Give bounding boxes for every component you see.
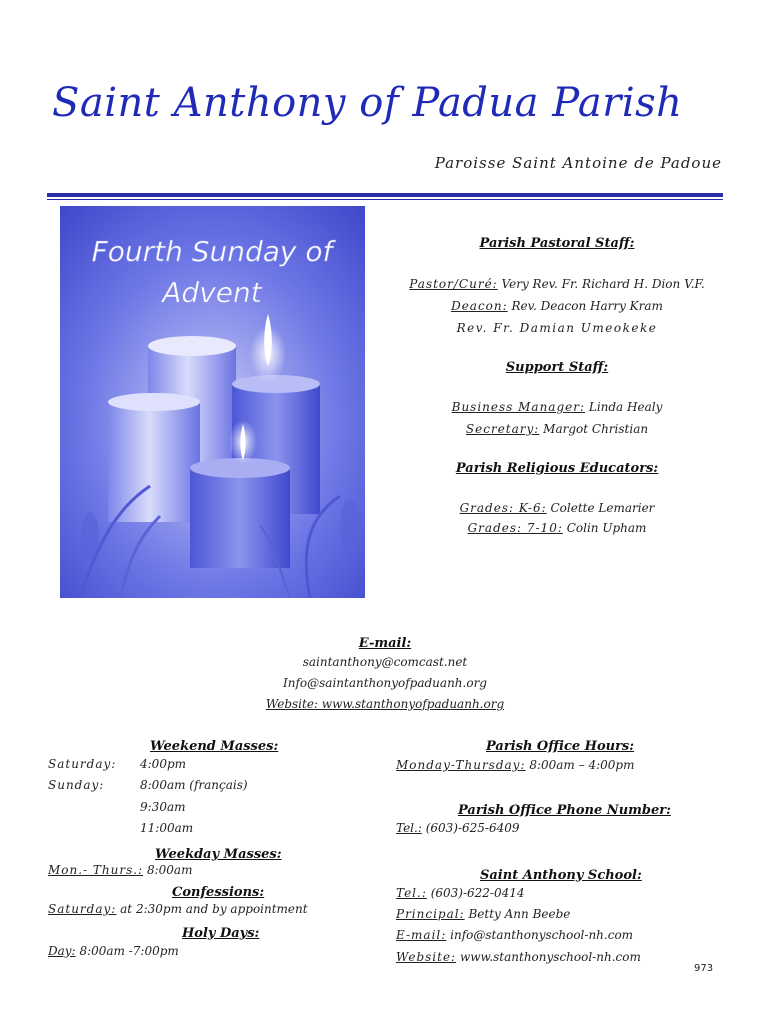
grades-710-line xyxy=(392,521,722,535)
email-address-1[interactable]: saintanthony@comcast.net xyxy=(302,655,468,669)
office-hours-value: 8:00am – 4:00pm xyxy=(529,758,635,772)
weekday-label: Mon.- Thurs.: xyxy=(48,863,144,877)
school-website-line xyxy=(396,950,641,964)
office-hours-label: Monday-Thursday: xyxy=(396,758,526,772)
header-rule-thin xyxy=(47,199,723,200)
holy-days-heading-text: Holy Days: xyxy=(182,926,260,941)
grades-710-label: Grades: 7-10: xyxy=(467,521,563,535)
pastoral-staff-heading-text: Parish Pastoral Staff: xyxy=(479,236,635,251)
school-principal-label: Principal: xyxy=(396,907,465,921)
school-tel-line xyxy=(396,886,525,900)
weekend-masses-heading-text: Weekend Masses: xyxy=(150,739,279,754)
saturday-label: Saturday: xyxy=(48,757,117,771)
confessions-heading xyxy=(172,881,264,900)
school-website-label: Website: xyxy=(396,950,457,964)
sunday-time-2: 9:30am xyxy=(140,800,186,814)
office-phone-value[interactable]: (603)-625-6409 xyxy=(425,821,520,835)
parish-title: Saint Anthony of Padua Parish xyxy=(52,80,683,126)
office-hours-heading-text: Parish Office Hours: xyxy=(486,739,635,754)
confessions-time: at 2:30pm and by appointment xyxy=(120,902,308,916)
email-heading-text: E-mail: xyxy=(358,636,412,651)
weekend-masses-heading xyxy=(150,735,278,754)
school-email-line xyxy=(396,928,633,942)
email-address-2[interactable]: Info@saintanthonyofpaduanh.org xyxy=(283,676,487,690)
office-phone-heading-text: Parish Office Phone Number: xyxy=(458,803,671,818)
secretary-label: Secretary: xyxy=(465,422,540,436)
office-phone-line xyxy=(396,821,520,835)
school-heading-text: Saint Anthony School: xyxy=(480,868,642,883)
business-manager-name: Linda Healy xyxy=(588,400,663,414)
artwork-caption-line1: Fourth Sunday of xyxy=(91,235,333,268)
priest-line: Rev. Fr. Damian Umeokeke xyxy=(456,321,658,335)
page-number: 973 xyxy=(694,963,714,974)
confessions-line xyxy=(48,902,308,916)
weekday-time: 8:00am xyxy=(146,863,193,877)
pastoral-staff-heading xyxy=(392,236,722,251)
deacon-name: Rev. Deacon Harry Kram xyxy=(511,299,663,313)
business-manager-line xyxy=(392,400,722,414)
educators-heading-text: Parish Religious Educators: xyxy=(455,461,659,476)
parish-website-link[interactable]: Website: www.stanthonyofpaduanh.org xyxy=(265,697,505,711)
school-website-value[interactable]: www.stanthonyschool-nh.com xyxy=(459,950,641,964)
grades-k6-name: Colette Lemarier xyxy=(550,501,655,515)
weekday-line xyxy=(48,863,192,877)
holy-days-line xyxy=(48,944,179,958)
advent-candles-image xyxy=(60,206,365,598)
holy-days-label: Day: xyxy=(48,944,76,958)
parish-subtitle: Paroisse Saint Antoine de Padoue xyxy=(434,154,722,172)
confessions-label: Saturday: xyxy=(48,902,117,916)
pastor-label: Pastor/Curé: xyxy=(409,277,498,291)
sunday-time-3: 11:00am xyxy=(140,821,194,835)
sunday-time-1: 8:00am (français) xyxy=(140,778,248,792)
holy-days-time: 8:00am -7:00pm xyxy=(79,944,179,958)
deacon-line xyxy=(392,299,722,313)
office-phone-label: Tel.: xyxy=(396,821,422,835)
pastor-line xyxy=(392,277,722,291)
email-heading xyxy=(0,632,770,651)
grades-k6-label: Grades: K-6: xyxy=(459,501,547,515)
sunday-label: Sunday: xyxy=(48,778,105,792)
school-principal-line xyxy=(396,907,570,921)
confessions-heading-text: Confessions: xyxy=(172,885,265,900)
school-heading xyxy=(480,864,642,883)
school-principal-value: Betty Ann Beebe xyxy=(468,907,571,921)
header-rule xyxy=(47,193,723,197)
office-phone-heading xyxy=(458,799,671,818)
grades-710-name: Colin Upham xyxy=(566,521,647,535)
deacon-label: Deacon: xyxy=(451,299,508,313)
weekday-masses-heading-text: Weekday Masses: xyxy=(155,847,282,862)
artwork-caption-line2: Advent xyxy=(162,276,262,309)
support-staff-heading xyxy=(392,360,722,375)
pastor-name: Very Rev. Fr. Richard H. Dion V.F. xyxy=(501,277,705,291)
grades-k6-line xyxy=(392,501,722,515)
office-hours-heading xyxy=(486,735,634,754)
school-email-value[interactable]: info@stanthonyschool-nh.com xyxy=(450,928,634,942)
school-tel-value[interactable]: (603)-622-0414 xyxy=(430,886,525,900)
office-hours-line xyxy=(396,758,634,772)
school-tel-label: Tel.: xyxy=(396,886,427,900)
secretary-line xyxy=(392,422,722,436)
holy-days-heading xyxy=(182,922,259,941)
school-email-label: E-mail: xyxy=(396,928,447,942)
business-manager-label: Business Manager: xyxy=(451,400,586,414)
support-staff-heading-text: Support Staff: xyxy=(505,360,609,375)
educators-heading xyxy=(392,461,722,476)
secretary-name: Margot Christian xyxy=(543,422,649,436)
saturday-time: 4:00pm xyxy=(140,757,187,771)
weekday-masses-heading xyxy=(155,843,282,862)
